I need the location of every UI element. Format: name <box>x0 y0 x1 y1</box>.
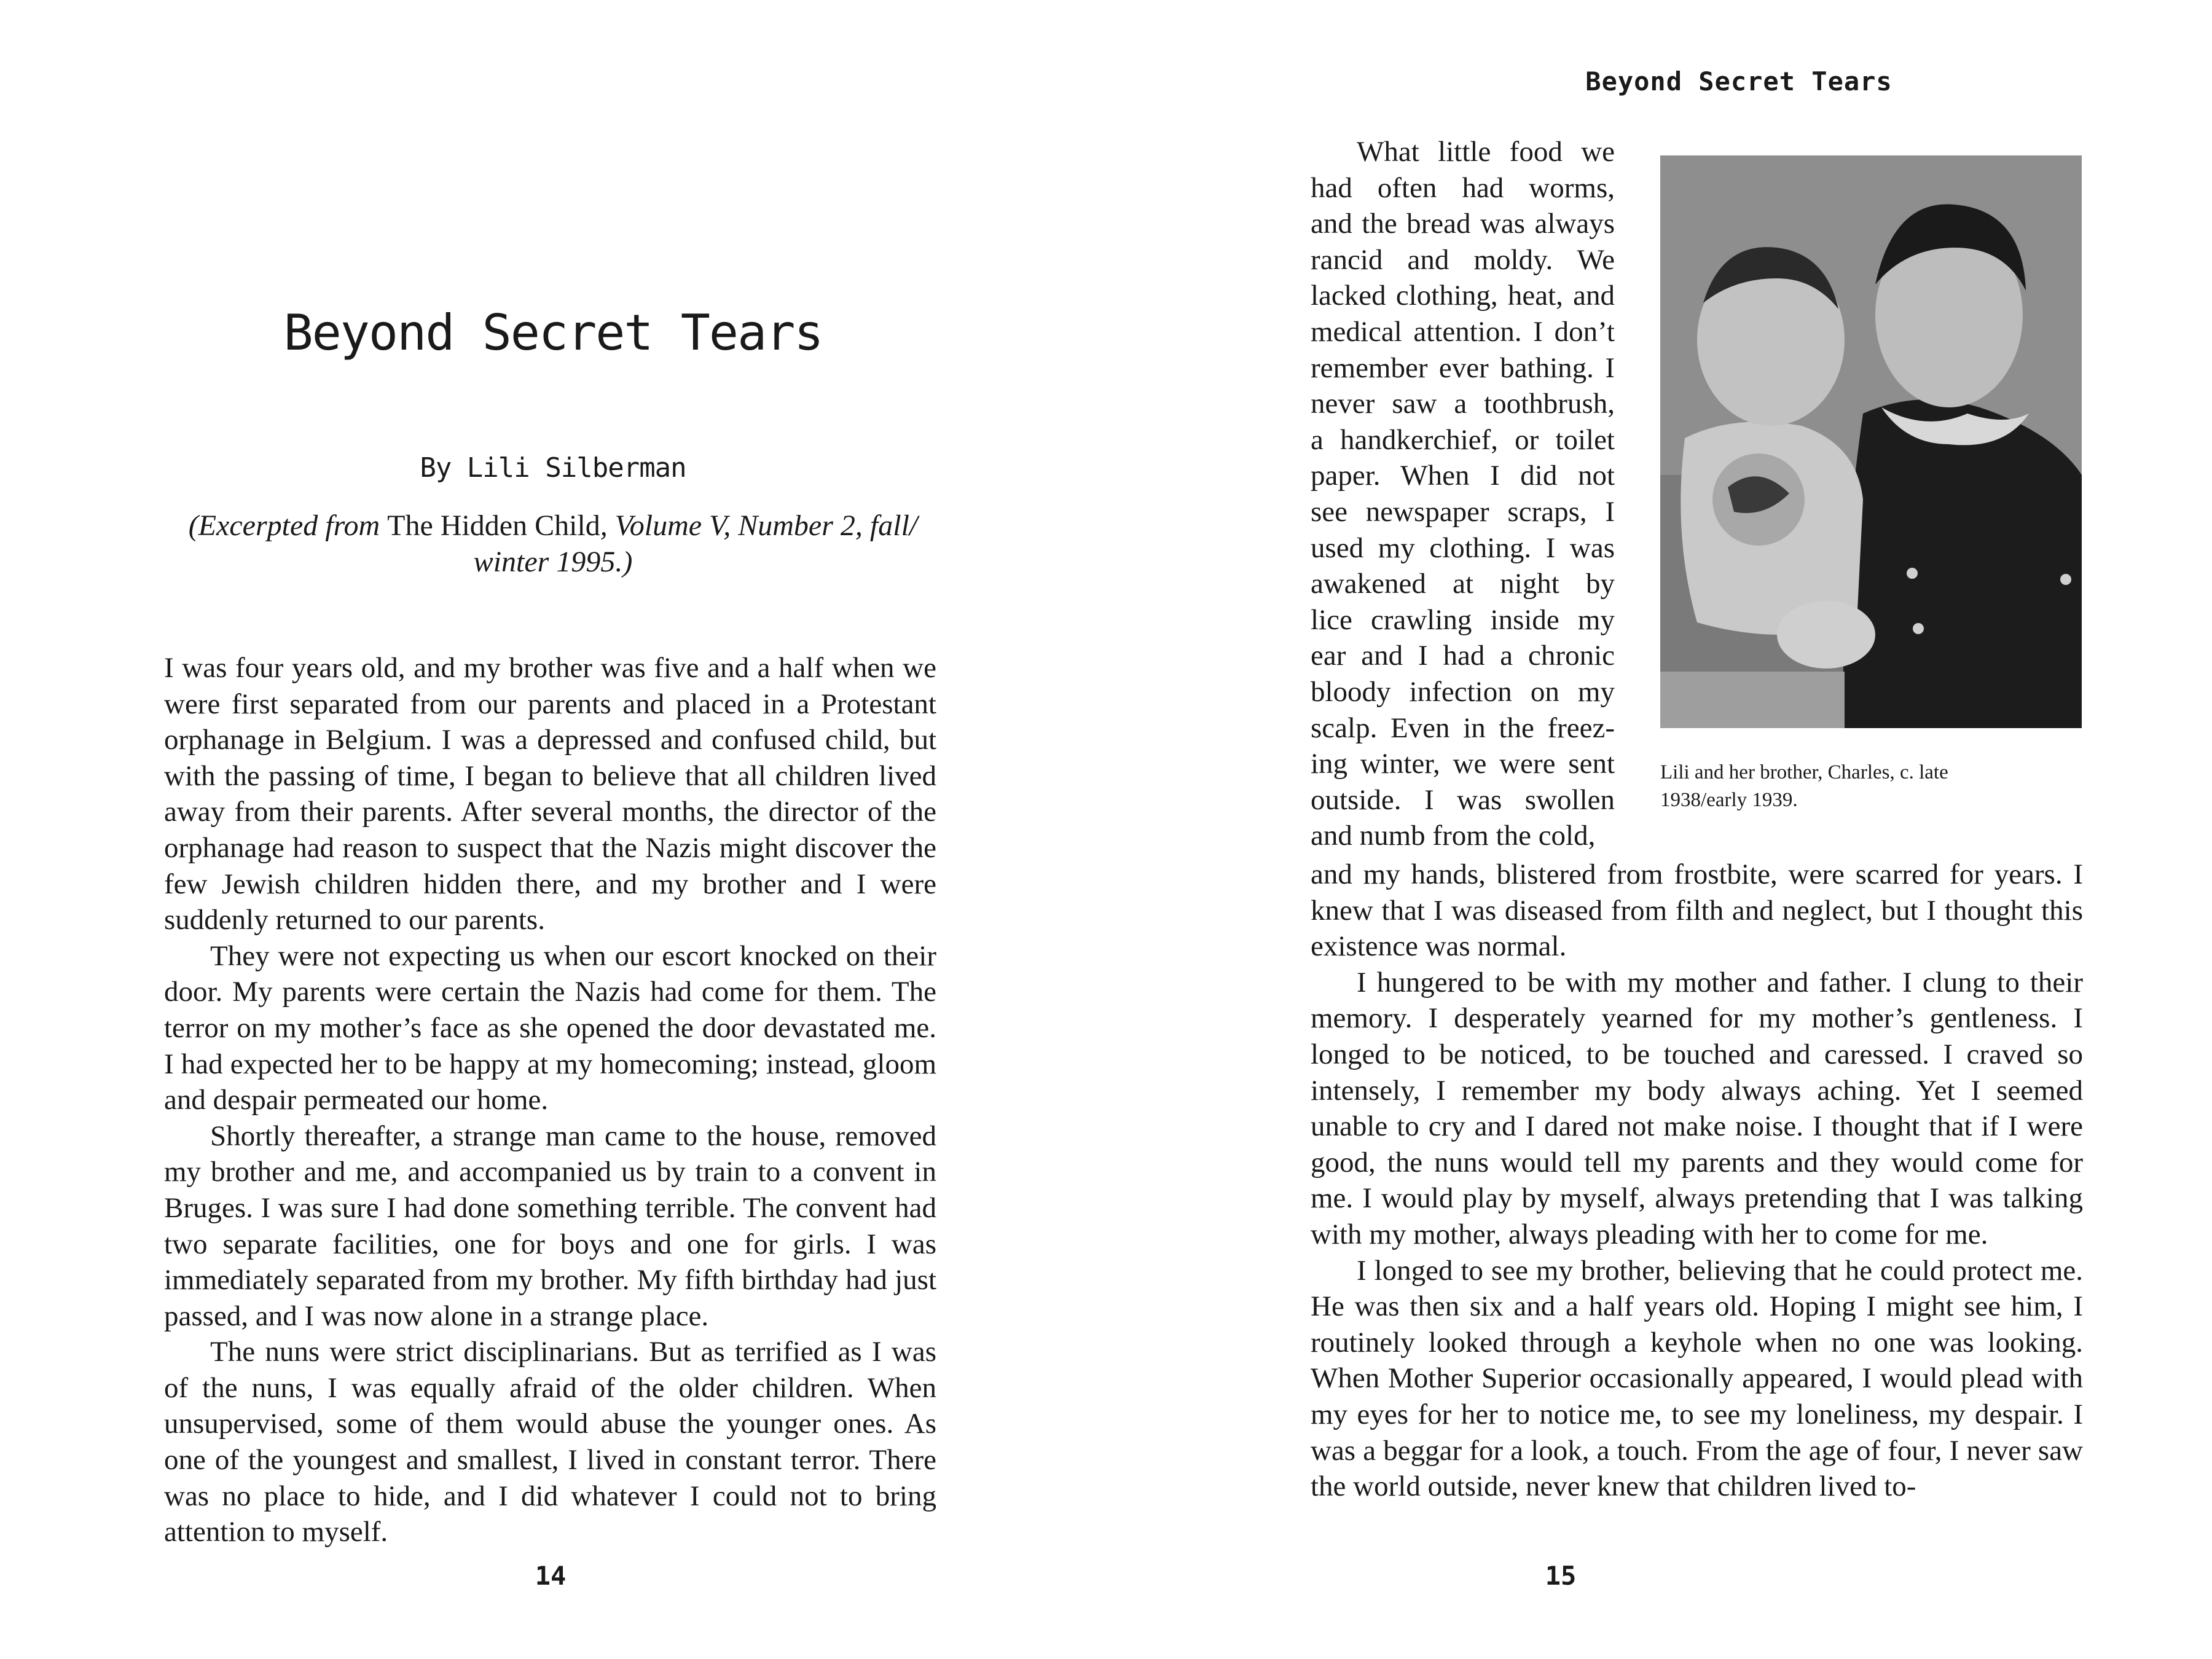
column-line: bloody infection on my <box>1311 675 1615 708</box>
running-head: Beyond Secret Tears <box>1585 66 1892 96</box>
column-line: see newspaper scraps, I <box>1311 495 1615 528</box>
column-line: ear and I had a chronic <box>1311 640 1615 672</box>
column-line: scalp. Even in the freez- <box>1311 712 1615 744</box>
article-title: Beyond Secret Tears <box>283 304 823 361</box>
photo-caption <box>1660 759 2029 814</box>
column-line: and numb from the cold, <box>1311 820 1596 852</box>
excerpt-open: (Excerpted from <box>188 509 388 542</box>
column-line: awakened at night by <box>1311 568 1615 600</box>
column-line: never saw a toothbrush, <box>1311 388 1615 420</box>
paragraph: I longed to see my brother, believing that he could protect me. He was then six and a half years old. Hoping I might see him, I routinely looked through a keyhole when no one was looking. When Mother Superior occasionally appeared, I would plead with my eyes for her to notice me, to see my loneliness, my despair. I was a beggar for a look, a touch. From the age of four, I never saw the world outside, never knew that children lived to- <box>1311 1254 2083 1503</box>
column-line: a handkerchief, or toilet <box>1311 423 1615 456</box>
page-number: 15 <box>1545 1561 1577 1591</box>
column-line: What little food we <box>1357 136 1615 168</box>
column-line: lacked clothing, heat, and <box>1311 280 1615 312</box>
right-body-text <box>1311 857 2083 1505</box>
excerpt-rest-2: winter 1995.) <box>473 546 633 578</box>
excerpt-source-title: The Hidden Child <box>387 509 600 542</box>
right-page <box>1106 0 2212 1659</box>
paragraph: Shortly thereafter, a strange man came to the house, removed my brother and me, and accompanied us by train to a convent in Bruges. I was sure I had done something terrible. The convent had two separate facilities, one for boys and one for girls. I was immediately separated from my brother. My fifth birthday had just passed, and I was now alone in a strange place. <box>164 1120 936 1332</box>
paragraph: They were not expecting us when our escort knocked on their door. My parents were certain the Nazis had come for them. The terror on my mother’s face as she opened the door devastated me. I had expected her to be happy at my homecoming; instead, gloom and despair permeated our home. <box>164 939 936 1116</box>
paragraph: and my hands, blistered from frostbite, were scarred for years. I knew that I was diseased from filth and neglect, but I thought this existence was normal. <box>1311 858 2083 963</box>
column-line: outside. I was swollen <box>1311 783 1615 816</box>
caption-line: 1938/early 1939. <box>1660 789 1798 811</box>
excerpt-rest-1: , Volume V, Number 2, fall/ <box>600 509 918 542</box>
byline: By Lili Silberman <box>420 452 686 484</box>
left-body-text <box>164 650 936 1550</box>
column-line: used my clothing. I was <box>1311 531 1615 564</box>
column-line: ing winter, we were sent <box>1311 748 1615 780</box>
paragraph: I was four years old, and my brother was five and a half when we were first separated from our parents and placed in a Protestant orphanage in Belgium. I was a depressed and confused child, but with the passing of time, I began to believe that all children lived away from their parents. After several months, the director of the orphanage had reason to suspect that the Nazis might discover the few Jewish children hidden there, and my brother and I were suddenly returned to our parents. <box>164 652 936 936</box>
narrow-column-text <box>1311 134 1615 854</box>
paragraph: The nuns were strict disciplinarians. But as terrified as I was of the nuns, I was equally afraid of the older children. When unsupervised, some of them would abuse the younger ones. As one of the youngest and smallest, I lived in constant terror. There was no place to hide, and I did whatever I could not to bring attention to myself. <box>164 1336 936 1548</box>
column-line: medical attention. I don’t <box>1311 315 1615 348</box>
caption-line: Lili and her brother, Charles, c. late <box>1660 761 1948 783</box>
column-line: and the bread was always <box>1311 208 1615 240</box>
column-line: had often had worms, <box>1311 171 1615 204</box>
column-line: remember ever bathing. I <box>1311 351 1615 384</box>
column-line: rancid and moldy. We <box>1311 243 1615 276</box>
excerpt-note <box>178 508 928 580</box>
column-line: paper. When I did not <box>1311 460 1615 492</box>
column-line: lice crawling inside my <box>1311 603 1615 636</box>
page-number: 14 <box>535 1561 567 1591</box>
paragraph: I hungered to be with my mother and father. I clung to their memory. I desperately yearned for my mother’s gentleness. I longed to be noticed, to be touched and caressed. I craved so intensely, I remember my body always aching. Yet I seemed unable to cry and I dared not make noise. I thought that if I were good, the nuns would tell my parents and they would come for me. I would play by myself, always pretending that I was talking with my mother, always pleading with her to come for me. <box>1311 966 2083 1250</box>
photo-lili-and-brother <box>1660 155 2082 728</box>
